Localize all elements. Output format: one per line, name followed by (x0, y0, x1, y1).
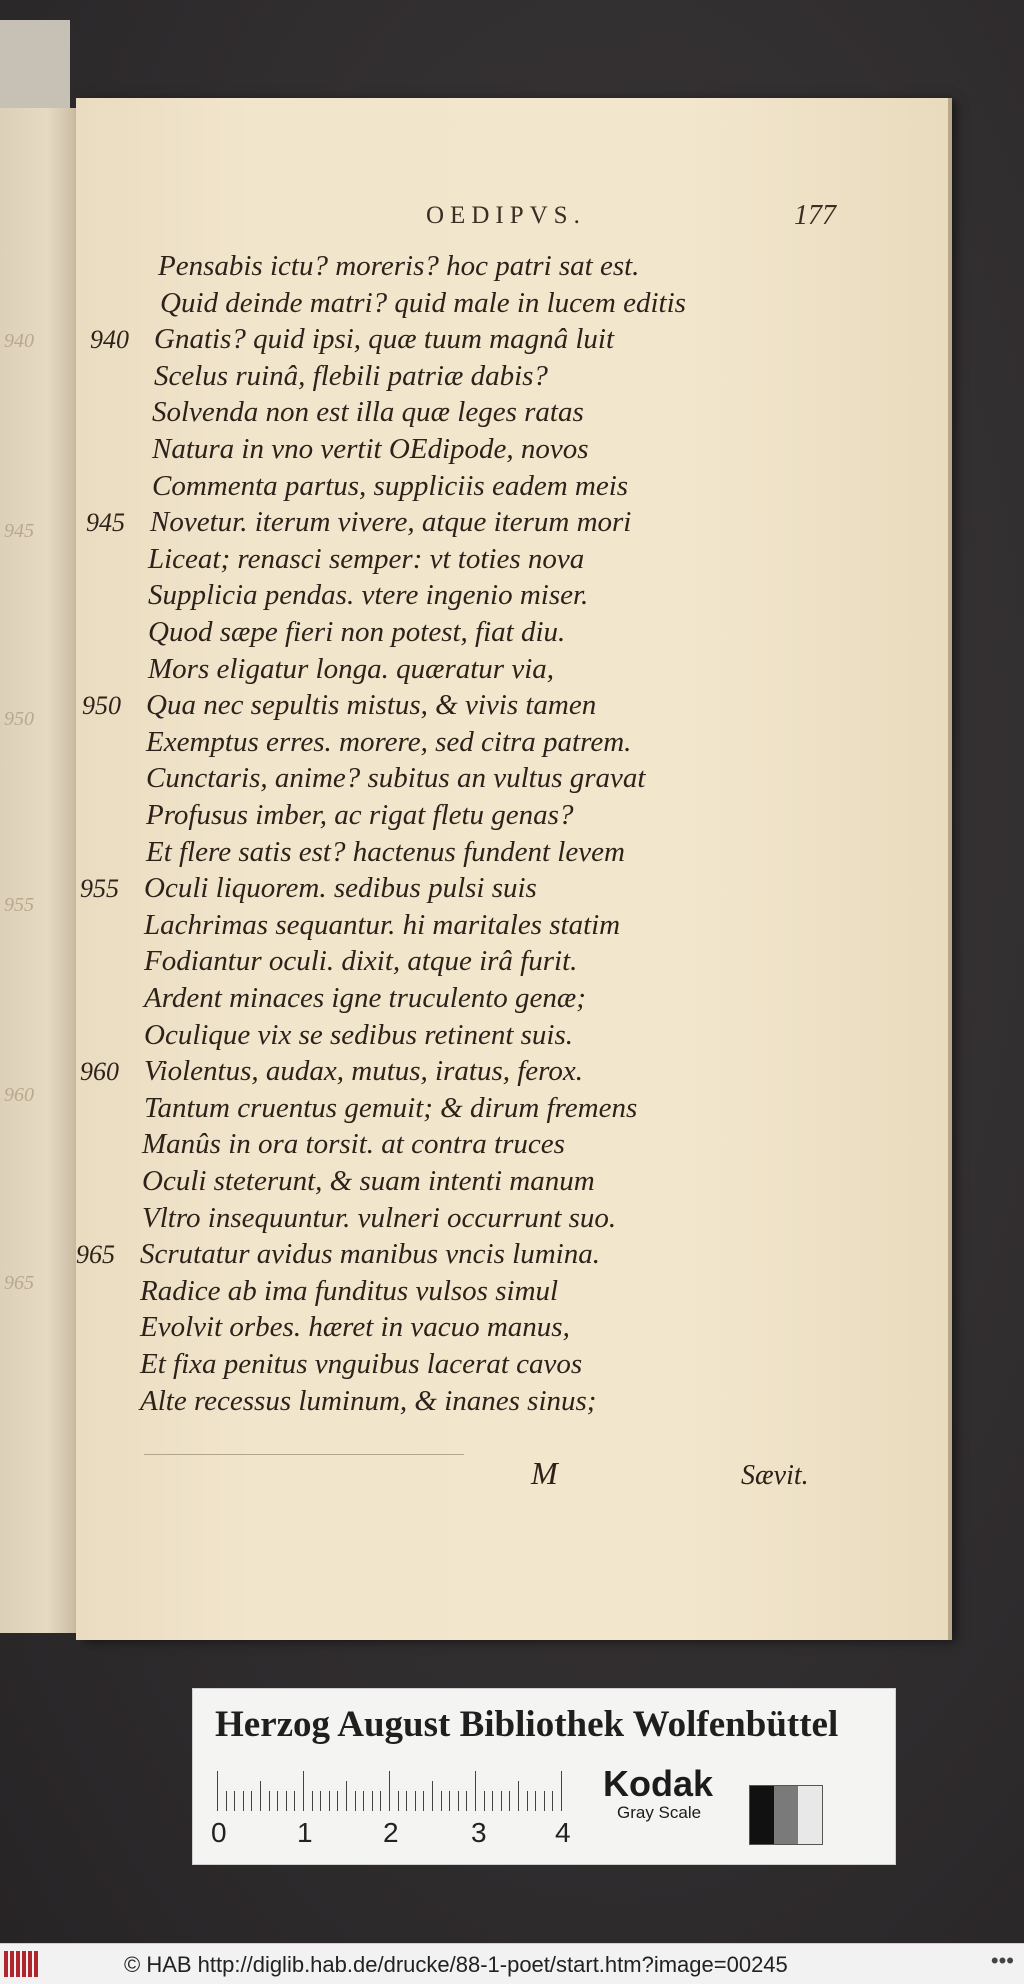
ghost-line-number: 960 (4, 1084, 34, 1106)
running-head: OEDIPVS. (426, 202, 586, 229)
verse-line: Quod sæpe fieri non potest, fiat diu. (148, 616, 566, 648)
ruler-tick (312, 1791, 313, 1811)
verse-line: Mors eligatur longa. quæratur via, (148, 652, 555, 685)
ruler-tick (389, 1771, 390, 1811)
ruler-tick (458, 1791, 459, 1811)
verse-line: Fodiantur oculi. dixit, atque irâ furit. (144, 945, 578, 978)
verse-line: Commenta partus, suppliciis eadem meis (152, 469, 629, 502)
ruler-tick (234, 1791, 235, 1811)
verse-line: Et fixa penitus vnguibus lacerat cavos (140, 1348, 583, 1380)
ruler-tick (260, 1781, 261, 1811)
verse-line: Quid deinde matri? quid male in lucem editis (160, 286, 686, 319)
ruler-tick (449, 1791, 450, 1811)
signature-mark: M (531, 1455, 558, 1491)
ruler-tick (346, 1781, 347, 1811)
ruler-tick (329, 1791, 330, 1811)
ruler-tick (269, 1791, 270, 1811)
ruler-tick (337, 1791, 338, 1811)
ruler-tick (544, 1791, 545, 1811)
previous-page-strip (0, 20, 70, 108)
ruler-tick (294, 1791, 295, 1811)
catchword: Sævit. (741, 1460, 809, 1491)
hab-logo-icon[interactable] (4, 1951, 48, 1977)
ruler-tick (432, 1781, 433, 1811)
color-calibration-card (192, 1688, 896, 1865)
verse-line: Qua nec sepultis mistus, & vivis tamen (146, 689, 597, 722)
line-number: 965 (76, 1240, 115, 1270)
ruler-tick (492, 1791, 493, 1811)
card-title: Herzog August Bibliothek Wolfenbüttel (215, 1704, 839, 1745)
verse-line: Scelus ruinâ, flebili patriæ dabis? (154, 359, 548, 392)
line-number: 945 (86, 508, 125, 538)
ruler-tick (363, 1791, 364, 1811)
ruler-tick (475, 1771, 476, 1811)
verse-line: Violentus, audax, mutus, iratus, ferox. (144, 1055, 583, 1088)
verse-line: Alte recessus luminum, & inanes sinus; (140, 1384, 597, 1417)
page-number: 177 (794, 200, 836, 231)
ruler-tick (535, 1791, 536, 1811)
ruler-tick (372, 1791, 373, 1811)
ruler-tick (303, 1771, 304, 1811)
ruler-number: 2 (383, 1817, 399, 1848)
previous-page-edge (0, 108, 78, 1633)
verse-line: Lachrimas sequantur. hi maritales statim (144, 908, 621, 941)
line-number: 960 (80, 1057, 119, 1087)
ghost-line-number: 965 (4, 1272, 34, 1294)
verse-line: Pensabis ictu? moreris? hoc patri sat est. (158, 250, 640, 282)
ghost-line-number: 955 (4, 894, 34, 916)
verse-line: Exemptus erres. morere, sed citra patrem. (146, 725, 632, 758)
verse-line: Oculi liquorem. sedibus pulsi suis (144, 872, 537, 905)
ruler-tick (226, 1791, 227, 1811)
kodak-logo: Kodak (603, 1763, 714, 1804)
footer-copyright-link[interactable]: © HAB http://diglib.hab.de/drucke/88-1-poet/start.htm?image=00245 (124, 1952, 788, 1977)
ruler-tick (380, 1791, 381, 1811)
verse-line: Scrutatur avidus manibus vncis lumina. (140, 1238, 600, 1271)
ruler-tick (466, 1791, 467, 1811)
bottom-rule (144, 1454, 464, 1455)
verse-line: Evolvit orbes. hæret in vacuo manus, (140, 1311, 570, 1344)
ruler-tick (484, 1791, 485, 1811)
verse-line: Oculi steterunt, & suam intenti manum (142, 1165, 595, 1197)
ghost-line-number: 945 (4, 520, 34, 542)
verse-line: Oculique vix se sedibus retinent suis. (144, 1018, 574, 1051)
ruler-tick (501, 1791, 502, 1811)
ruler-tick (406, 1791, 407, 1811)
ruler-tick (320, 1791, 321, 1811)
ruler-tick (561, 1771, 562, 1811)
verse-line: Vltro insequuntur. vulneri occurrunt suo. (142, 1201, 617, 1234)
ruler-tick (518, 1781, 519, 1811)
footer-bar (0, 1943, 1024, 1984)
ruler-tick (441, 1791, 442, 1811)
verse-line: Manûs in ora torsit. at contra truces (142, 1128, 565, 1161)
ruler-tick (398, 1791, 399, 1811)
ruler-tick (509, 1791, 510, 1811)
line-number: 950 (82, 691, 121, 721)
verse-line: Supplicia pendas. vtere ingenio miser. (148, 579, 589, 612)
verse-line: Tantum cruentus gemuit; & dirum fremens (144, 1091, 638, 1124)
verse-line: Et flere satis est? hactenus fundent levem (146, 835, 625, 868)
verse-line: Novetur. iterum vivere, atque iterum mori (150, 506, 632, 539)
ruler-tick (552, 1791, 553, 1811)
ruler-tick (355, 1791, 356, 1811)
gray-scale-label: Gray Scale (617, 1803, 702, 1822)
ruler-tick (527, 1791, 528, 1811)
line-number: 940 (90, 325, 129, 355)
ghost-line-number: 950 (4, 708, 34, 730)
ruler-tick (277, 1791, 278, 1811)
verse-line: Solvenda non est illa quæ leges ratas (152, 396, 584, 429)
ruler-tick (415, 1791, 416, 1811)
more-menu-icon[interactable]: ••• (990, 1948, 1014, 1973)
ruler-number: 3 (471, 1817, 487, 1848)
verse-line: Gnatis? quid ipsi, quæ tuum magnâ luit (154, 323, 615, 356)
ruler-number: 4 (555, 1817, 571, 1848)
book-page (76, 98, 948, 1640)
ruler (217, 1771, 569, 1811)
ruler-number: 0 (211, 1817, 227, 1848)
ruler-tick (217, 1771, 218, 1811)
ruler-tick (286, 1791, 287, 1811)
ruler-number: 1 (297, 1817, 313, 1848)
ruler-tick (251, 1791, 252, 1811)
verse-line: Liceat; renasci semper: vt toties nova (148, 542, 585, 575)
line-number: 955 (80, 874, 119, 904)
ghost-line-number: 940 (4, 330, 34, 352)
verse-line: Ardent minaces igne truculento genæ; (144, 982, 586, 1014)
gray-scale-patch (749, 1785, 823, 1845)
ruler-tick (423, 1791, 424, 1811)
verse-line: Radice ab ima funditus vulsos simul (140, 1274, 559, 1307)
verse-line: Profusus imber, ac rigat fletu genas? (146, 799, 574, 831)
verse-line: Cunctaris, anime? subitus an vultus gravat (146, 762, 646, 795)
ruler-tick (243, 1791, 244, 1811)
verse-line: Natura in vno vertit OEdipode, novos (152, 433, 589, 465)
